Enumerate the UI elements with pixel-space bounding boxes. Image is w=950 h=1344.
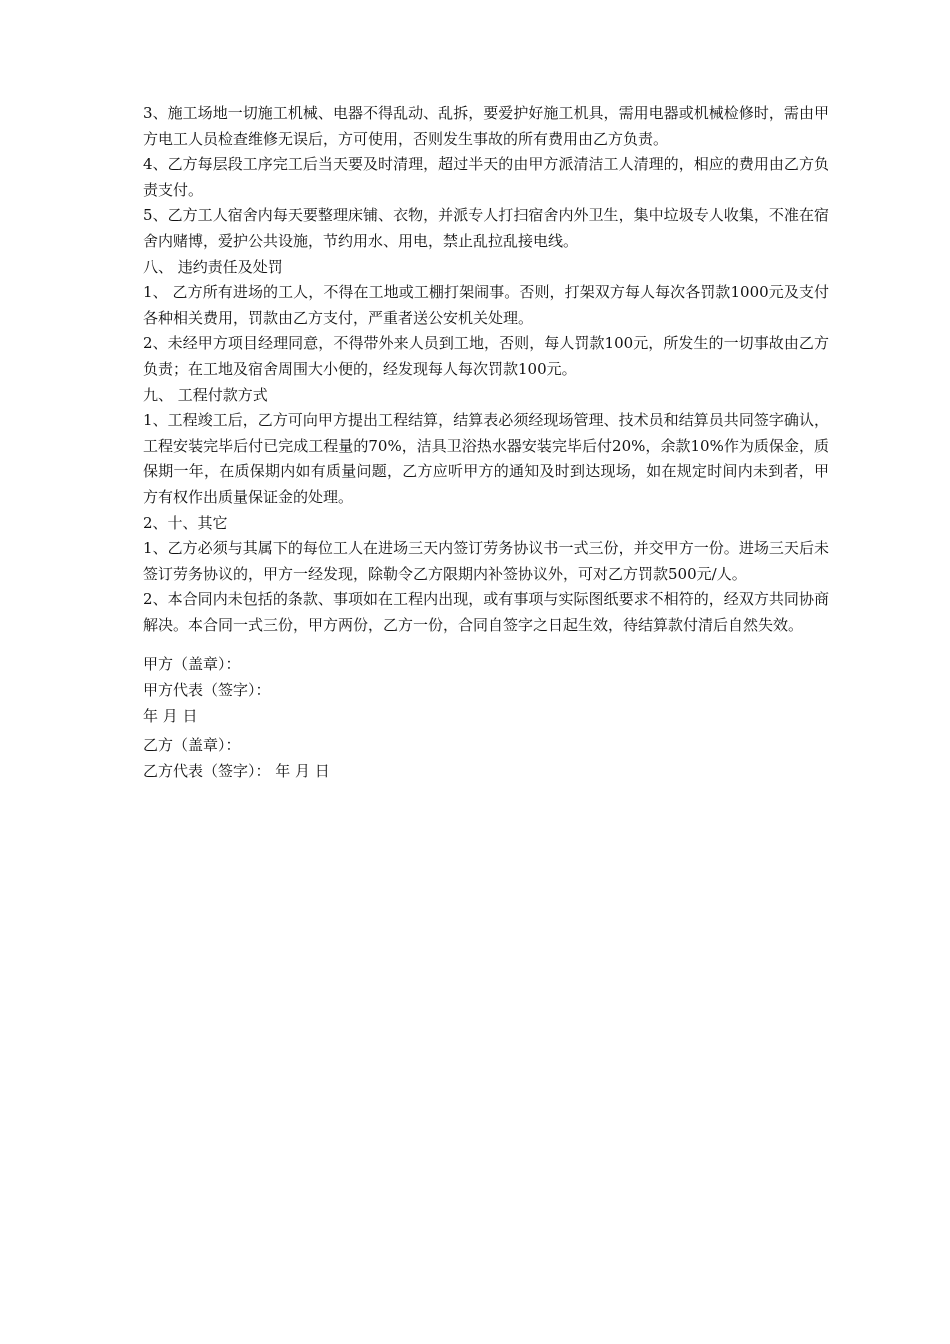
section-9-heading: 九、 工程付款方式	[143, 385, 268, 404]
contract-page	[143, 101, 829, 784]
clause-7-4: 4、乙方每层段工序完工后当天要及时清理，超过半天的由甲方派清洁工人清理的，相应的费用由乙方负责支付。	[143, 155, 829, 199]
party-b-representative: 乙方代表（签字）： 年 月 日	[143, 761, 330, 780]
section-10-heading: 2、十、其它	[143, 513, 228, 532]
party-a-representative: 甲方代表（签字）：	[143, 681, 271, 700]
clause-8-1: 1、 乙方所有进场的工人，不得在工地或工棚打架闹事。否则，打架双方每人每次各罚款1000元及支付各种相关费用，罚款由乙方支付，严重者送公安机关处理。	[143, 283, 829, 327]
party-a-date: 年 月 日	[143, 706, 198, 725]
clause-10-1: 1、乙方必须与其属下的每位工人在进场三天内签订劳务协议书一式三份，并交甲方一份。进场三天后未签订劳务协议的，甲方一经发现，除勒令乙方限期内补签协议外，可对乙方罚款500元/人。	[143, 539, 829, 583]
party-b-seal: 乙方（盖章）：	[143, 736, 241, 755]
section-8-heading: 八、 违约责任及处罚	[143, 257, 283, 276]
clause-7-5: 5、乙方工人宿舍内每天要整理床铺、衣物，并派专人打扫宿舍内外卫生，集中垃圾专人收集，不准在宿舍内赌博，爱护公共设施，节约用水、用电，禁止乱拉乱接电线。	[143, 206, 829, 250]
clause-9-1: 1、工程竣工后，乙方可向甲方提出工程结算，结算表必须经现场管理、技术员和结算员共同签字确认，工程安装完毕后付已完成工程量的70%，洁具卫浴热水器安装完毕后付20%，余款10%作为质保金，质保期一年，在质保期内如有质量问题，乙方应听甲方的通知及时到达现场，如在规定时间内未到者，甲方有权作出质量保证金的处理。	[143, 411, 829, 506]
signature-block	[143, 652, 829, 784]
clause-7-3: 3、施工场地一切施工机械、电器不得乱动、乱拆，要爱护好施工机具，需用电器或机械检修时，需由甲方电工人员检查维修无误后，方可使用，否则发生事故的所有费用由乙方负责。	[143, 104, 829, 148]
party-a-seal: 甲方（盖章）：	[143, 655, 241, 674]
clause-8-2: 2、未经甲方项目经理同意，不得带外来人员到工地，否则，每人罚款100元，所发生的一切事故由乙方负责；在工地及宿舍周围大小便的，经发现每人每次罚款100元。	[143, 334, 829, 378]
clause-10-2: 2、本合同内未包括的条款、事项如在工程内出现，或有事项与实际图纸要求不相符的，经双方共同协商解决。本合同一式三份，甲方两份，乙方一份，合同自签字之日起生效，待结算款付清后自然失效。	[143, 590, 829, 634]
